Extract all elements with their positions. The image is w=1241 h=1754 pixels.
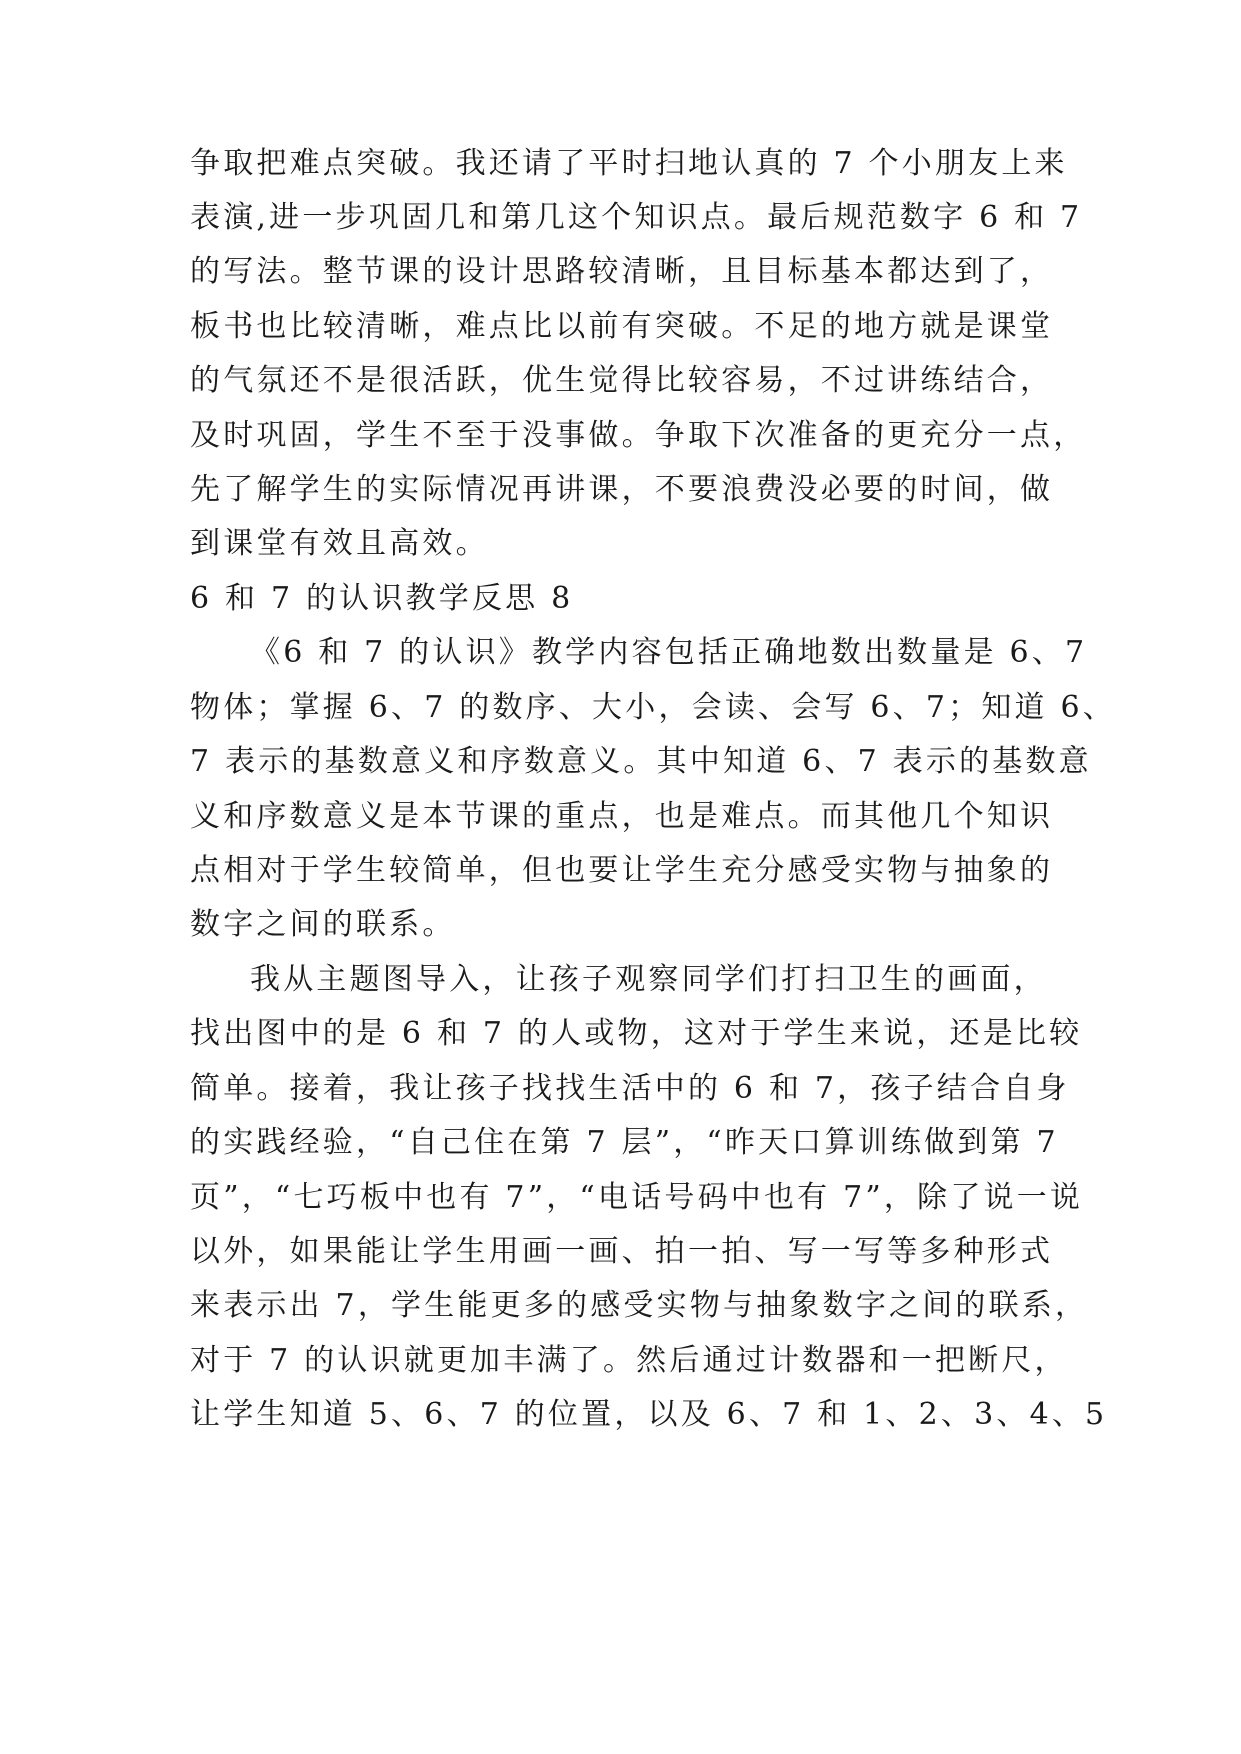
text-line: 义和序数意义是本节课的重点，也是难点。而其他几个知识 bbox=[190, 799, 1054, 834]
text-line: 让学生知道 5、6、7 的位置，以及 6、7 和 1、2、3、4、5 bbox=[190, 1397, 1108, 1432]
text-line: 的实践经验，“自己住在第 7 层”，“昨天口算训练做到第 7 bbox=[190, 1125, 1059, 1160]
text-line: 我从主题图导入，让孩子观察同学们打扫卫生的画面， bbox=[250, 962, 1047, 997]
text-line: 数字之间的联系。 bbox=[190, 907, 456, 942]
text-line: 表演,进一步巩固几和第几这个知识点。最后规范数字 6 和 7 bbox=[190, 200, 1083, 235]
text-line: 及时巩固，学生不至于没事做。争取下次准备的更充分一点， bbox=[190, 418, 1087, 453]
text-line: 先了解学生的实际情况再讲课，不要浪费没必要的时间，做 bbox=[190, 472, 1054, 507]
text-line: 到课堂有效且高效。 bbox=[190, 526, 489, 561]
text-line: 页”，“七巧板中也有 7”，“电话号码中也有 7”，除了说一说 bbox=[190, 1180, 1084, 1215]
text-line: 的气氛还不是很活跃，优生觉得比较容易，不过讲练结合， bbox=[190, 363, 1054, 398]
text-line: 找出图中的是 6 和 7 的人或物，这对于学生来说，还是比较 bbox=[190, 1016, 1083, 1051]
section-title: 6 和 7 的认识教学反思 8 bbox=[190, 581, 574, 616]
text-line: 来表示出 7，学生能更多的感受实物与抽象数字之间的联系， bbox=[190, 1288, 1089, 1323]
text-line: 争取把难点突破。我还请了平时扫地认真的 7 个小朋友上来 bbox=[190, 146, 1068, 181]
text-line: 以外，如果能让学生用画一画、拍一拍、写一写等多种形式 bbox=[190, 1234, 1054, 1269]
text-line: 对于 7 的认识就更加丰满了。然后通过计数器和一把断尺， bbox=[190, 1343, 1068, 1378]
text-line: 的写法。整节课的设计思路较清晰，且目标基本都达到了， bbox=[190, 254, 1054, 289]
text-line: 7 表示的基数意义和序数意义。其中知道 6、7 表示的基数意 bbox=[190, 744, 1092, 779]
text-line: 点相对于学生较简单，但也要让学生充分感受实物与抽象的 bbox=[190, 853, 1054, 888]
text-line: 物体；掌握 6、7 的数序、大小，会读、会写 6、7；知道 6、 bbox=[190, 690, 1116, 725]
text-line: 《6 和 7 的认识》教学内容包括正确地数出数量是 6、7 bbox=[250, 635, 1088, 670]
text-line: 简单。接着，我让孩子找找生活中的 6 和 7，孩子结合自身 bbox=[190, 1071, 1070, 1106]
text-line: 板书也比较清晰，难点比以前有突破。不足的地方就是课堂 bbox=[190, 309, 1054, 344]
